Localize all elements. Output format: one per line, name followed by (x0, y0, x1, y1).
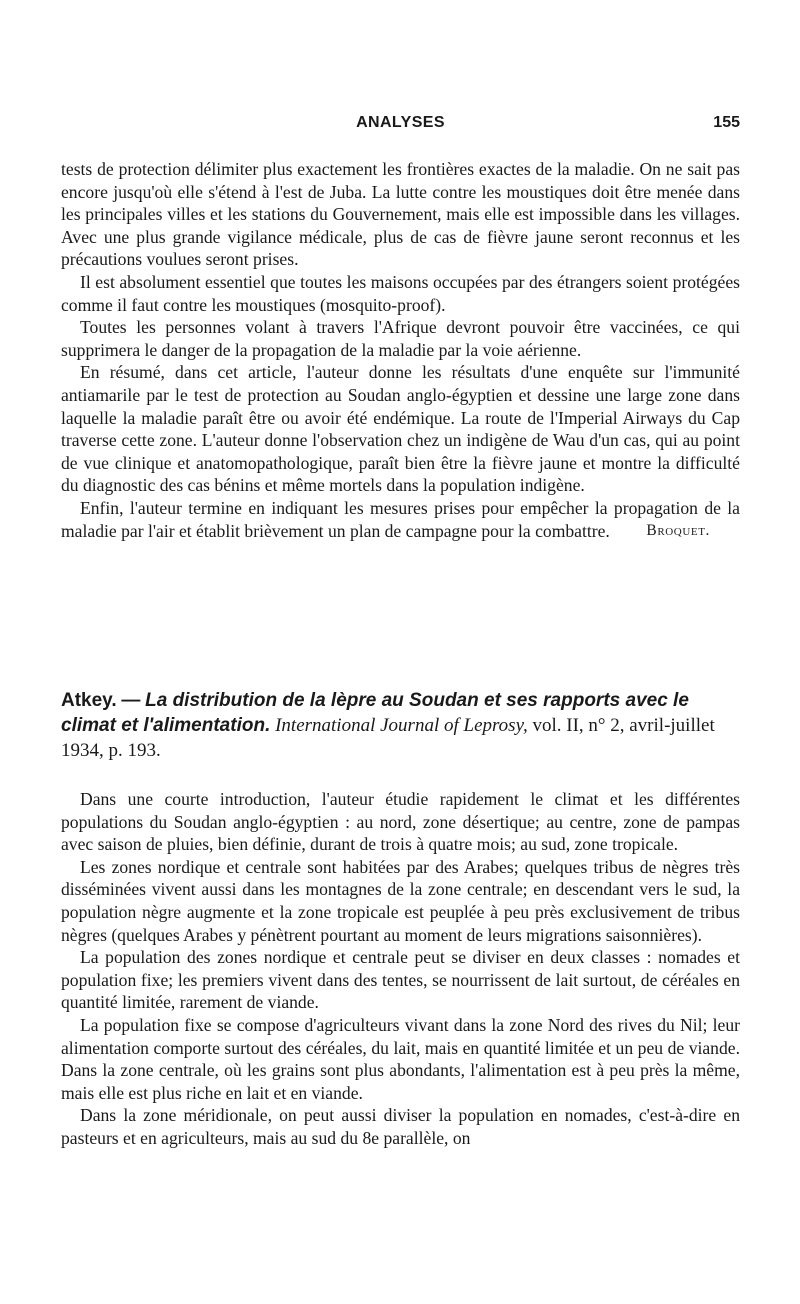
reference-details: vol. II, n° 2, avril-juillet 1934, p. 193. (61, 715, 715, 761)
paragraph: Les zones nordique et centrale sont habitées par des Arabes; quelques tribus de nègres très disséminées vivent aussi dans les montagnes de la zone centrale; en descendant vers le sud, la population nègre augmente et la zone tropicale est peuplée à peu près exclusivement de tribus nègres (quelques Arabes y pénètrent pourtant au moment de leurs migrations saisonnières). (61, 856, 740, 945)
reference-dash: — (121, 690, 141, 711)
section-2-text (61, 788, 740, 1150)
paragraph-with-signature (61, 497, 740, 542)
running-head (61, 114, 740, 136)
reference-heading (61, 688, 741, 763)
paragraph: La population des zones nordique et centrale peut se diviser en deux classes : nomades et population fixe; les premiers vivent dans des tentes, se nourrissent de lait surtout, de céréales en quantité limitée, rarement de viande. (61, 947, 740, 1013)
paragraph-text: Enfin, l'auteur termine en indiquant les mesures prises pour empêcher la propagation de la maladie par l'air et établit brièvement un plan de campagne pour la combattre. (61, 497, 740, 541)
section-1-text (61, 158, 740, 542)
paragraph: Il est absolument essentiel que toutes les maisons occupées par des étrangers soient protégées comme il faut contre les moustiques (mosquito-proof). (61, 271, 740, 315)
paragraph: La population fixe se compose d'agriculteurs vivant dans la zone Nord des rives du Nil; leur alimentation comporte surtout des céréales, du lait, mais en quantité limitée et un peu de viande. Dans la zone centrale, où les grains sont plus abondants, l'alimentation est à peu près la même, mais elle est plus riche en lait et en viande. (61, 1014, 740, 1103)
author-signature: Broquet. (646, 521, 710, 539)
paragraph: En résumé, dans cet article, l'auteur donne les résultats d'une enquête sur l'immunité antiamarile par le test de protection au Soudan anglo-égyptien et dessine une large zone dans laquelle la maladie paraît être ou avoir été endémique. La route de l'Imperial Airways du Cap traverse cette zone. L'auteur donne l'observation chez un indigène de Wau d'un cas, qui au point de vue clinique et anatomopathologique, paraît bien être la fièvre jaune et montre la difficulté du diagnostic des cas bénins et même mortels dans la population indigène. (61, 362, 740, 496)
paragraph: Dans la zone méridionale, on peut aussi diviser la population en nomades, c'est-à-dire en pasteurs et en agriculteurs, mais au sud du 8e parallèle, on (61, 1105, 740, 1148)
reference-journal: International Journal of Leprosy, (275, 715, 528, 736)
reference-title: La distribution de la lèpre au Soudan et ses rapports avec le climat et l'alimentation. (61, 690, 689, 736)
running-title: ANALYSES (356, 114, 445, 131)
paragraph: Dans une courte introduction, l'auteur étudie rapidement le climat et les différentes populations du Soudan anglo-égyptien : au nord, zone désertique; au centre, zone de pampas avec saison de pluies, bien définie, durant de trois à quatre mois; au sud, zone tropicale. (61, 789, 740, 855)
page-number: 155 (713, 114, 740, 131)
reference-author: Atkey. (61, 690, 117, 711)
paragraph: tests de protection délimiter plus exactement les frontières exactes de la maladie. On ne sait pas encore jusqu'où elle s'étend à l'est de Juba. La lutte contre les moustiques doit être menée dans les principales villes et les stations du Gouvernement, mais elle est impossible dans les villages. Avec une plus grande vigilance médicale, plus de cas de fièvre jaune seront reconnus et les précautions voulues seront prises. (61, 159, 740, 270)
paragraph: Toutes les personnes volant à travers l'Afrique devront pouvoir être vaccinées, ce qui supprimera le danger de la propagation de la maladie par la voie aérienne. (61, 317, 740, 360)
